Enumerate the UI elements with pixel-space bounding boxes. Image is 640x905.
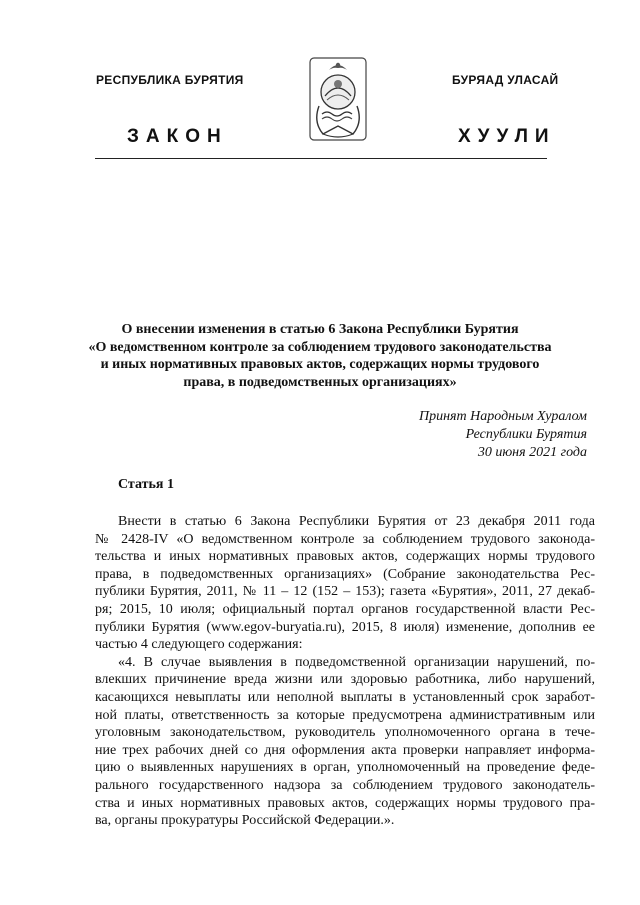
article-heading: Статья 1 bbox=[118, 477, 174, 492]
body-line: тельства и иных нормативных правовых актов, содержащих нормы трудового bbox=[95, 549, 595, 565]
body-line: уголовным законодательством, руководитель уполномоченного органа в тече- bbox=[95, 725, 595, 741]
title-line: и иных нормативных правовых актов, содержащих нормы трудового bbox=[100, 357, 540, 372]
body-line: ной платы, ответственность за которые предусмотрена административным или bbox=[95, 707, 595, 723]
title-line: «О ведомственном контроле за соблюдением трудового законодательства bbox=[88, 339, 552, 355]
adoption-note bbox=[419, 408, 587, 462]
coat-of-arms-icon bbox=[307, 56, 369, 144]
body-line: «4. В случае выявления в подведомственной организации нарушений, по- bbox=[118, 654, 595, 670]
header-right-org: БУРЯАД УЛАСАЙ bbox=[452, 73, 559, 87]
body-line: частью 4 следующего содержания: bbox=[95, 637, 303, 653]
body-line: № 2428-IV «О ведомственном контроле за соблюдением трудового законода- bbox=[95, 531, 595, 547]
document-title bbox=[80, 321, 560, 391]
title-line: права, в подведомственных организациях» bbox=[183, 374, 457, 390]
body-line: ства и иных нормативных правовых актов, содержащих нормы трудового пра- bbox=[95, 795, 595, 811]
body-line: ря; 2015, 10 июля; официальный портал органов государственной власти Рес- bbox=[95, 601, 595, 617]
body-line: касающихся невыплаты или неполной выплаты в установленный срок заработ- bbox=[95, 689, 595, 705]
adoption-date: 30 июня 2021 года bbox=[477, 445, 587, 460]
body-line: публики Бурятия, 2011, № 11 – 12 (152 – 153); газета «Бурятия», 2011, 27 декаб- bbox=[95, 584, 595, 600]
body-line: ние трех рабочих дней со дня оформления акта проверки направляет информа- bbox=[95, 742, 595, 758]
body-line: цию о выявленных нарушениях в орган, уполномоченный на проведение феде- bbox=[95, 760, 595, 776]
header-left-org: РЕСПУБЛИКА БУРЯТИЯ bbox=[96, 73, 244, 87]
body-line: влекших причинение вреда жизни или здоровью работника, либо нарушений, bbox=[95, 672, 595, 688]
header-divider bbox=[95, 158, 547, 159]
adoption-line: Принят Народным Хуралом bbox=[418, 409, 587, 424]
adoption-line: Республики Бурятия bbox=[465, 427, 587, 442]
body-line: права, в подведомственных организациях» (Собрание законодательства Рес- bbox=[95, 566, 595, 582]
article-body bbox=[95, 513, 595, 830]
title-line: О внесении изменения в статью 6 Закона Республики Бурятия bbox=[121, 322, 519, 337]
body-line: публики Бурятия (www.egov-buryatia.ru), 2015, 8 июля) изменение, дополнив ее bbox=[95, 619, 595, 635]
law-title-bua: ХУУЛИ bbox=[458, 126, 556, 147]
body-line: ва, органы прокуратуры Российской Федерации.». bbox=[95, 813, 395, 829]
law-title-ru: ЗАКОН bbox=[127, 126, 228, 147]
body-line: Внести в статью 6 Закона Республики Бурятия от 23 декабря 2011 года bbox=[118, 514, 595, 529]
body-line: рального государственного надзора за соблюдением трудового законодатель- bbox=[95, 777, 595, 793]
